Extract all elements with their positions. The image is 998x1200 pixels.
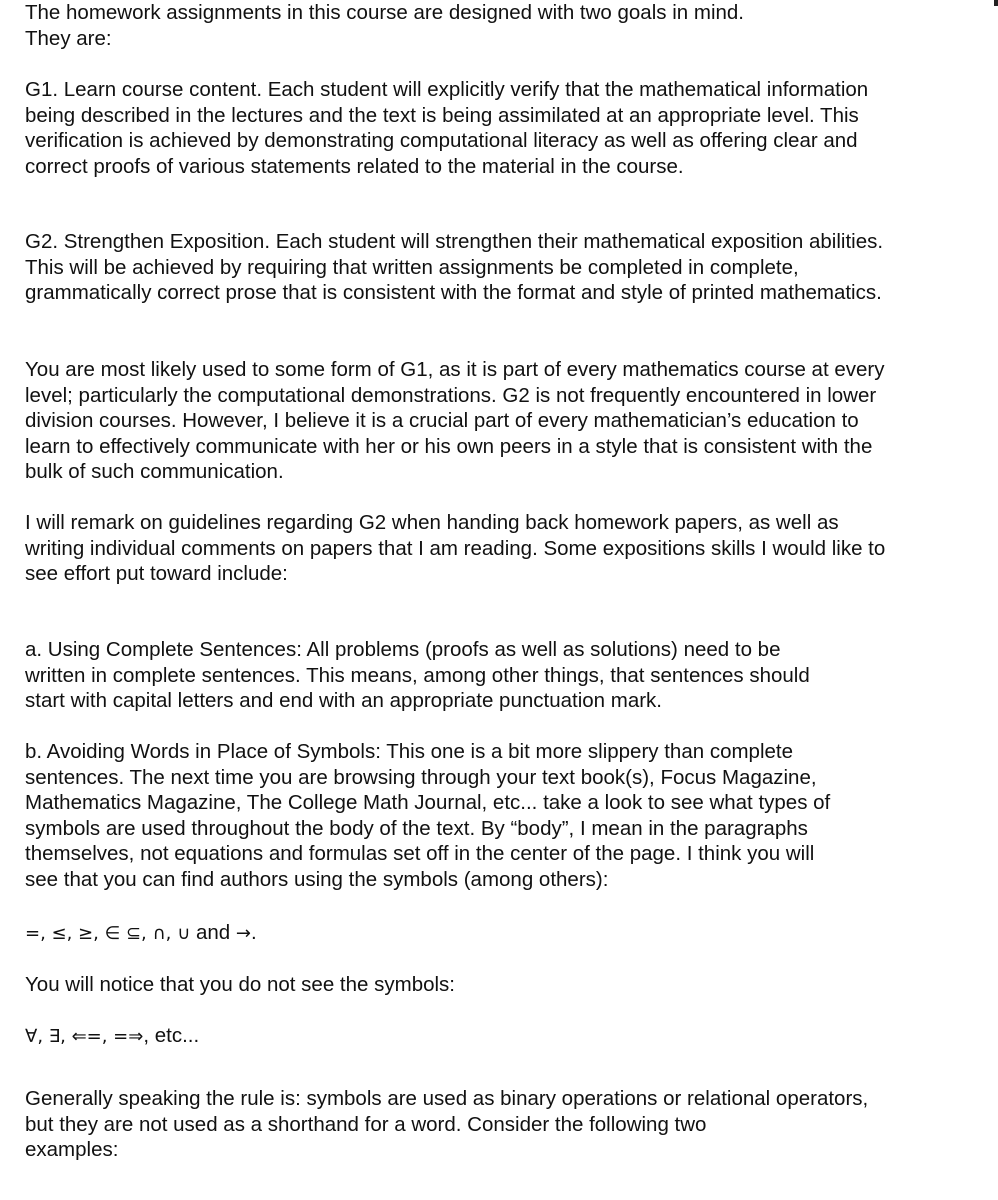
generally-paragraph [25, 1086, 868, 1163]
likely-line: You are most likely used to some form of G1, as it is part of every mathematics course at every [25, 358, 885, 381]
remark-line: see effort put toward include: [25, 562, 288, 586]
item-b-line: Mathematics Magazine, The College Math Journal, etc... take a look to see what types of [25, 791, 831, 815]
symbols-not-used-rest: , etc... [143, 1024, 200, 1047]
item-b-line: symbols are used throughout the body of the text. By “body”, I mean in the paragraphs [25, 816, 808, 840]
item-b-paragraph [25, 739, 830, 893]
g1-line: correct proofs of various statements related to the material in the course. [25, 154, 684, 178]
g1-line: being described in the lectures and the text is being assimilated at an appropriate level. This [25, 103, 859, 127]
intro-paragraph [25, 0, 744, 51]
item-b-line: sentences. The next time you are browsing through your text book(s), Focus Magazine, [25, 765, 817, 789]
item-a-line: written in complete sentences. This means, among other things, that sentences should [25, 663, 810, 687]
item-a-line: start with capital letters and end with an appropriate punctuation mark. [25, 689, 662, 713]
remark-paragraph [25, 510, 885, 587]
symbols-and-text: and [190, 921, 236, 944]
g2-line: grammatically correct prose that is consistent with the format and style of printed mathematics. [25, 281, 882, 305]
likely-line: level; particularly the computational demonstrations. G2 is not frequently encountered in lower [25, 383, 877, 407]
likely-line: bulk of such communication. [25, 460, 284, 484]
item-b-line: b. Avoiding Words in Place of Symbols: This one is a bit more slippery than complete [25, 740, 793, 763]
g1-paragraph [25, 77, 868, 179]
g2-line: This will be achieved by requiring that written assignments be completed in complete, [25, 255, 799, 279]
intro-line: The homework assignments in this course are designed with two goals in mind. [25, 1, 744, 24]
g1-line: G1. Learn course content. Each student will explicitly verify that the mathematical information [25, 78, 869, 101]
likely-line: division courses. However, I believe it is a crucial part of every mathematician’s education to [25, 409, 859, 433]
symbols-not-used: ∀, ∃, ⇐=, =⇒ [25, 1026, 144, 1047]
item-a-paragraph [25, 637, 810, 714]
notice-paragraph [25, 972, 455, 998]
generally-line: Generally speaking the rule is: symbols are used as binary operations or relational operators, [25, 1087, 869, 1110]
remark-line: I will remark on guidelines regarding G2 when handing back homework papers, as well as [25, 511, 839, 534]
item-b-line: themselves, not equations and formulas set off in the center of the page. I think you will [25, 842, 815, 866]
arrow-symbol: → [235, 923, 251, 944]
symbols-not-used-line [25, 1023, 199, 1050]
remark-line: writing individual comments on papers that I am reading. Some expositions skills I would like to [25, 536, 886, 560]
symbols-used-line [25, 920, 257, 947]
g1-line: verification is achieved by demonstrating computational literacy as well as offering clear and [25, 129, 858, 153]
g2-line: G2. Strengthen Exposition. Each student will strengthen their mathematical exposition abilities. [25, 230, 884, 253]
intro-line: They are: [25, 26, 112, 50]
item-b-line: see that you can find authors using the symbols (among others): [25, 867, 609, 891]
notice-line: You will notice that you do not see the symbols: [25, 973, 455, 996]
item-a-line: a. Using Complete Sentences: All problems (proofs as well as solutions) need to be [25, 638, 781, 661]
likely-paragraph [25, 357, 884, 485]
generally-line: examples: [25, 1138, 119, 1162]
likely-line: learn to effectively communicate with her or his own peers in a style that is consistent with the [25, 434, 873, 458]
symbols-used: =, ≤, ≥, ∈ ⊆, ∩, ∪ [25, 923, 191, 944]
g2-paragraph [25, 229, 883, 306]
page-edge-mark [994, 0, 998, 6]
generally-line: but they are not used as a shorthand for a word. Consider the following two [25, 1112, 707, 1136]
symbols-end: . [251, 921, 257, 944]
